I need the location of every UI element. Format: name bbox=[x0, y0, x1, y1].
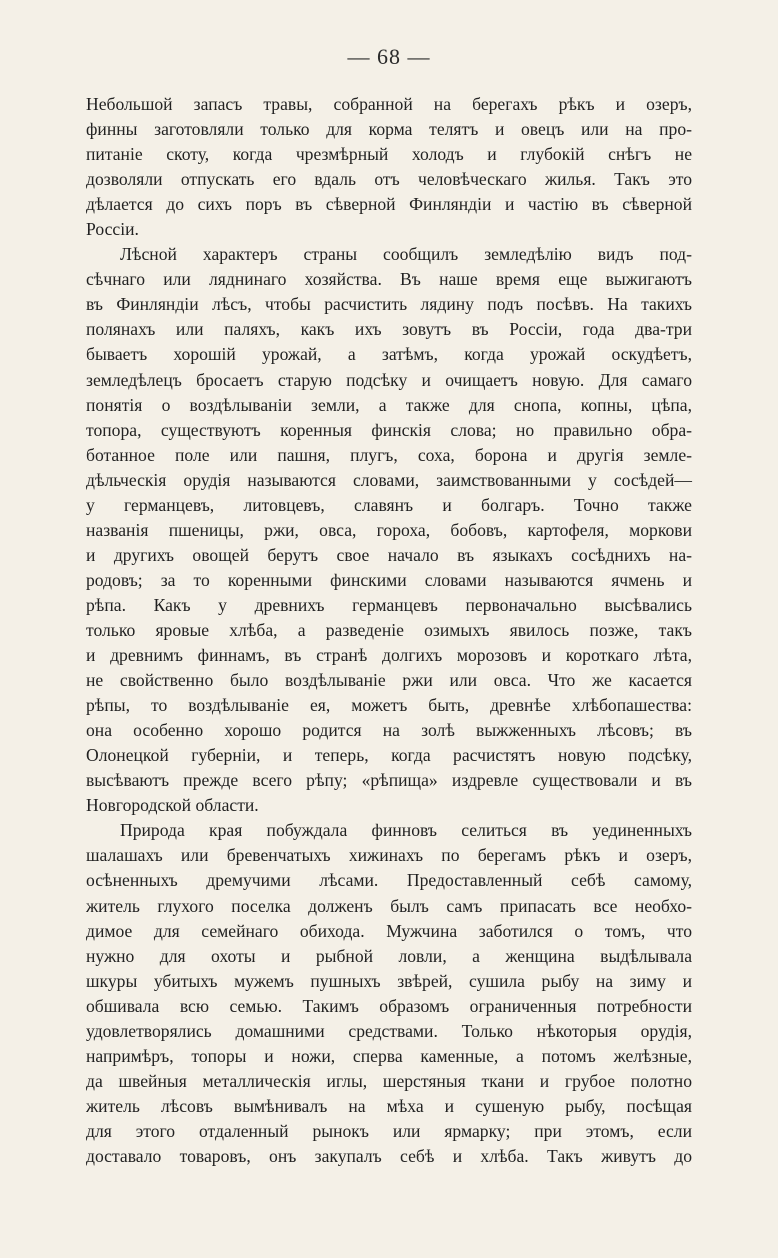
text-line: рѣпа. Какъ у древнихъ германцевъ первоначально высѣвались bbox=[86, 594, 692, 615]
text-line: рѣпы, то воздѣлываніе ея, можетъ быть, древнѣе хлѣбопашества: bbox=[86, 695, 692, 716]
text-line: и древнимъ финнамъ, въ странѣ долгихъ морозовъ и короткаго лѣта, bbox=[86, 645, 692, 666]
text-line: шкуры убитыхъ мужемъ пушныхъ звѣрей, сушила рыбу на зиму и bbox=[86, 970, 692, 991]
text-line: высѣваютъ прежде всего рѣпу; «рѣпища» издревле существовали и въ bbox=[86, 770, 692, 791]
text-line: питаніе скоту, когда чрезмѣрный холодъ и глубокій снѣгъ не bbox=[86, 144, 692, 165]
text-line: Олонецкой губерніи, и теперь, когда расчистятъ новую подсѣку, bbox=[86, 745, 692, 766]
page-number: — 68 — bbox=[347, 44, 431, 69]
text-line: нужно для охоты и рыбной ловли, а женщина выдѣлывала bbox=[86, 945, 692, 966]
text-line: шалашахъ или бревенчатыхъ хижинахъ по берегамъ рѣкъ и озеръ, bbox=[86, 845, 692, 866]
text-line: полянахъ или паляхъ, какъ ихъ зовутъ въ Россіи, года два-три bbox=[86, 319, 692, 340]
text-line: Природа края побуждала финновъ селиться въ уединенныхъ bbox=[120, 820, 692, 841]
text-line: дѣлается до сихъ поръ въ сѣверной Финляндіи и частію въ сѣверной bbox=[86, 194, 692, 215]
text-line: не свойственно было воздѣлываніе ржи или овса. Что же касается bbox=[86, 670, 692, 691]
body-text bbox=[86, 92, 692, 1169]
text-line: понятія о воздѣлываніи земли, а также для снопа, копны, цѣпа, bbox=[86, 394, 692, 415]
text-line: Небольшой запасъ травы, собранной на берегахъ рѣкъ и озеръ, bbox=[86, 94, 692, 114]
text-line: родовъ; за то коренными финскими словами называются ячмень и bbox=[86, 569, 692, 590]
text-line: доставало товаровъ, онъ закупалъ себѣ и хлѣба. Такъ живутъ до bbox=[86, 1145, 692, 1166]
text-line: земледѣлецъ бросаетъ старую подсѣку и очищаетъ новую. Для самаго bbox=[86, 369, 692, 390]
text-line: сѣчнаго или ляднинаго хозяйства. Въ наше время еще выжигаютъ bbox=[86, 269, 692, 290]
text-line: удовлетворялись домашними средствами. Только нѣкоторыя орудія, bbox=[86, 1020, 692, 1041]
text-line: въ Финляндіи лѣсъ, чтобы расчистить лядину подъ посѣвъ. На такихъ bbox=[86, 294, 692, 315]
text-line: для этого отдаленный рынокъ или ярмарку; при этомъ, если bbox=[86, 1120, 692, 1141]
text-line: Новгородской области. bbox=[86, 795, 259, 816]
text-line: финны заготовляли только для корма телятъ и овецъ или на про- bbox=[86, 119, 692, 140]
text-line: Лѣсной характеръ страны сообщилъ земледѣлію видъ под- bbox=[120, 244, 692, 265]
text-line: дозволяли отпускать его вдаль отъ человѣческаго жилья. Такъ это bbox=[86, 169, 692, 190]
text-line: обшивала всю семью. Такимъ образомъ ограниченныя потребности bbox=[86, 995, 692, 1016]
text-line: житель лѣсовъ вымѣнивалъ на мѣха и сушеную рыбу, посѣщая bbox=[86, 1095, 692, 1116]
text-line: у германцевъ, литовцевъ, славянъ и болгаръ. Точно также bbox=[86, 494, 692, 515]
text-line: осѣненныхъ дремучими лѣсами. Предоставленный себѣ самому, bbox=[86, 870, 692, 891]
text-line: бываетъ хорошій урожай, а затѣмъ, когда урожай оскудѣетъ, bbox=[86, 344, 692, 365]
text-line: ботанное поле или пашня, плугъ, соха, борона и другія земле- bbox=[86, 444, 692, 465]
text-line: Россіи. bbox=[86, 219, 139, 240]
text-line: дѣльческія орудія называются словами, заимствованными у сосѣдей— bbox=[86, 469, 692, 490]
text-line: названія пшеницы, ржи, овса, гороха, бобовъ, картофеля, моркови bbox=[86, 519, 692, 540]
text-line: житель глухого поселка долженъ былъ самъ припасать все необхо- bbox=[86, 895, 692, 916]
text-line: топора, существуютъ коренныя финскія слова; но правильно обра- bbox=[86, 419, 692, 440]
text-line: димое для семейнаго обихода. Мужчина заботился о томъ, что bbox=[86, 920, 692, 941]
text-line: и другихъ овощей берутъ свое начало въ языкахъ сосѣднихъ на- bbox=[86, 544, 692, 565]
text-line: да швейныя металлическія иглы, шерстяныя ткани и грубое полотно bbox=[86, 1070, 692, 1091]
text-line: только яровые хлѣба, а разведеніе озимыхъ явилось позже, такъ bbox=[86, 619, 692, 640]
text-line: напримѣръ, топоры и ножи, сперва каменные, а потомъ желѣзные, bbox=[86, 1045, 692, 1066]
text-line: она особенно хорошо родится на золѣ выжженныхъ лѣсовъ; въ bbox=[86, 720, 692, 741]
